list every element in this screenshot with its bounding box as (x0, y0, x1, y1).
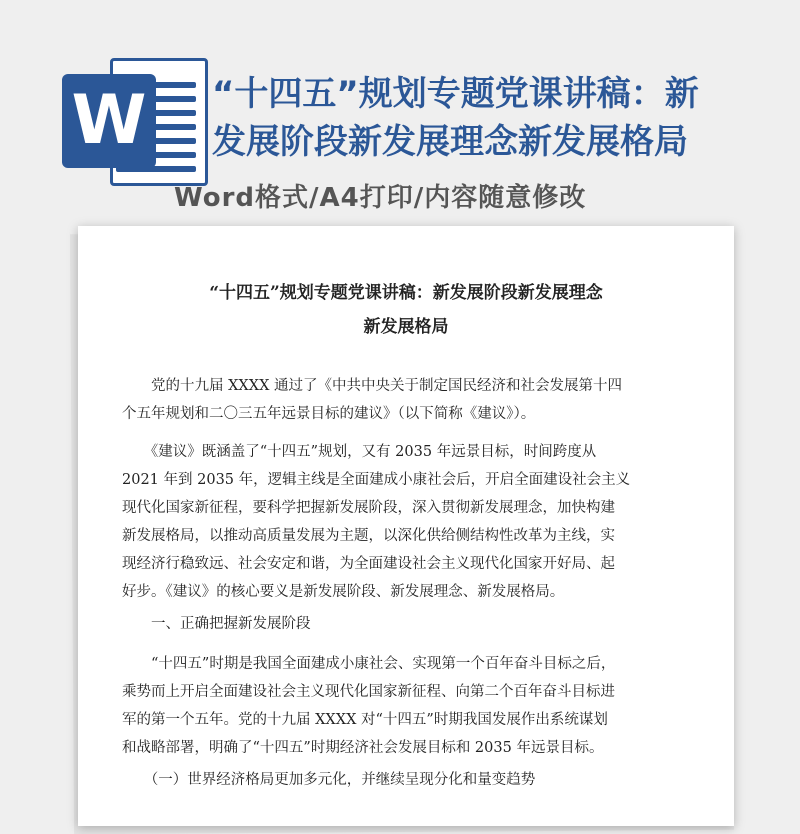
subsection-heading: （一）世界经济格局更加多元化，并继续呈现分化和量变趋势 (122, 772, 536, 788)
text-line: 乘势而上开启全面建设社会主义现代化国家新征程、向第二个百年奋斗目标进 (122, 684, 615, 700)
text-line: 《建议》既涵盖了“十四五”规划，又有 2035 年远景目标，时间跨度从 (122, 444, 597, 460)
text-line: 军的第一个五年。党的十九届 XXXX 对“十四五”时期我国发展作出系统谋划 (122, 712, 608, 728)
text-line: 党的十九届 XXXX 通过了《中共中央关于制定国民经济和社会发展第十四 (122, 378, 623, 394)
promo-title-line: “十四五”规划专题党课讲稿：新 (212, 74, 699, 114)
promo-title-line: 发展阶段新发展理念新发展格局 (212, 122, 688, 162)
document-page (78, 226, 734, 826)
paragraph-overview (122, 438, 698, 606)
document-title (118, 276, 694, 344)
paragraph-intro (122, 372, 698, 428)
promo-subtitle: Word格式/A4打印/内容随意修改 (174, 183, 587, 213)
text-line: 好步。《建议》的核心要义是新发展阶段、新发展理念、新发展格局。 (122, 584, 565, 600)
text-line: 现经济行稳致远、社会安定和谐，为全面建设社会主义现代化国家开好局、起 (122, 556, 615, 572)
text-line: 个五年规划和二〇三五年远景目标的建议》（以下简称《建议》）。 (122, 406, 536, 422)
promo-header (0, 0, 800, 230)
text-line: 2021 年到 2035 年，逻辑主线是全面建成小康社会后，开启全面建设社会主义 (122, 472, 631, 488)
document-title-line: “十四五”规划专题党课讲稿：新发展阶段新发展理念 (209, 283, 603, 303)
text-line: 新发展格局，以推动高质量发展为主题，以深化供给侧结构性改革为主线，实 (122, 528, 615, 544)
promo-title (212, 70, 772, 166)
section-heading: 一、正确把握新发展阶段 (122, 616, 311, 632)
text-line: 和战略部署，明确了“十四五”时期经济社会发展目标和 2035 年远景目标。 (122, 740, 604, 756)
document-title-line: 新发展格局 (363, 317, 449, 337)
text-line: 现代化国家新征程，要科学把握新发展阶段，深入贯彻新发展理念，加快构建 (122, 500, 615, 516)
text-line: “十四五”时期是我国全面建成小康社会、实现第一个百年奋斗目标之后， (122, 656, 616, 672)
paragraph-stage (122, 650, 698, 762)
word-document-icon (62, 52, 212, 192)
word-logo-letter: W (62, 74, 156, 168)
